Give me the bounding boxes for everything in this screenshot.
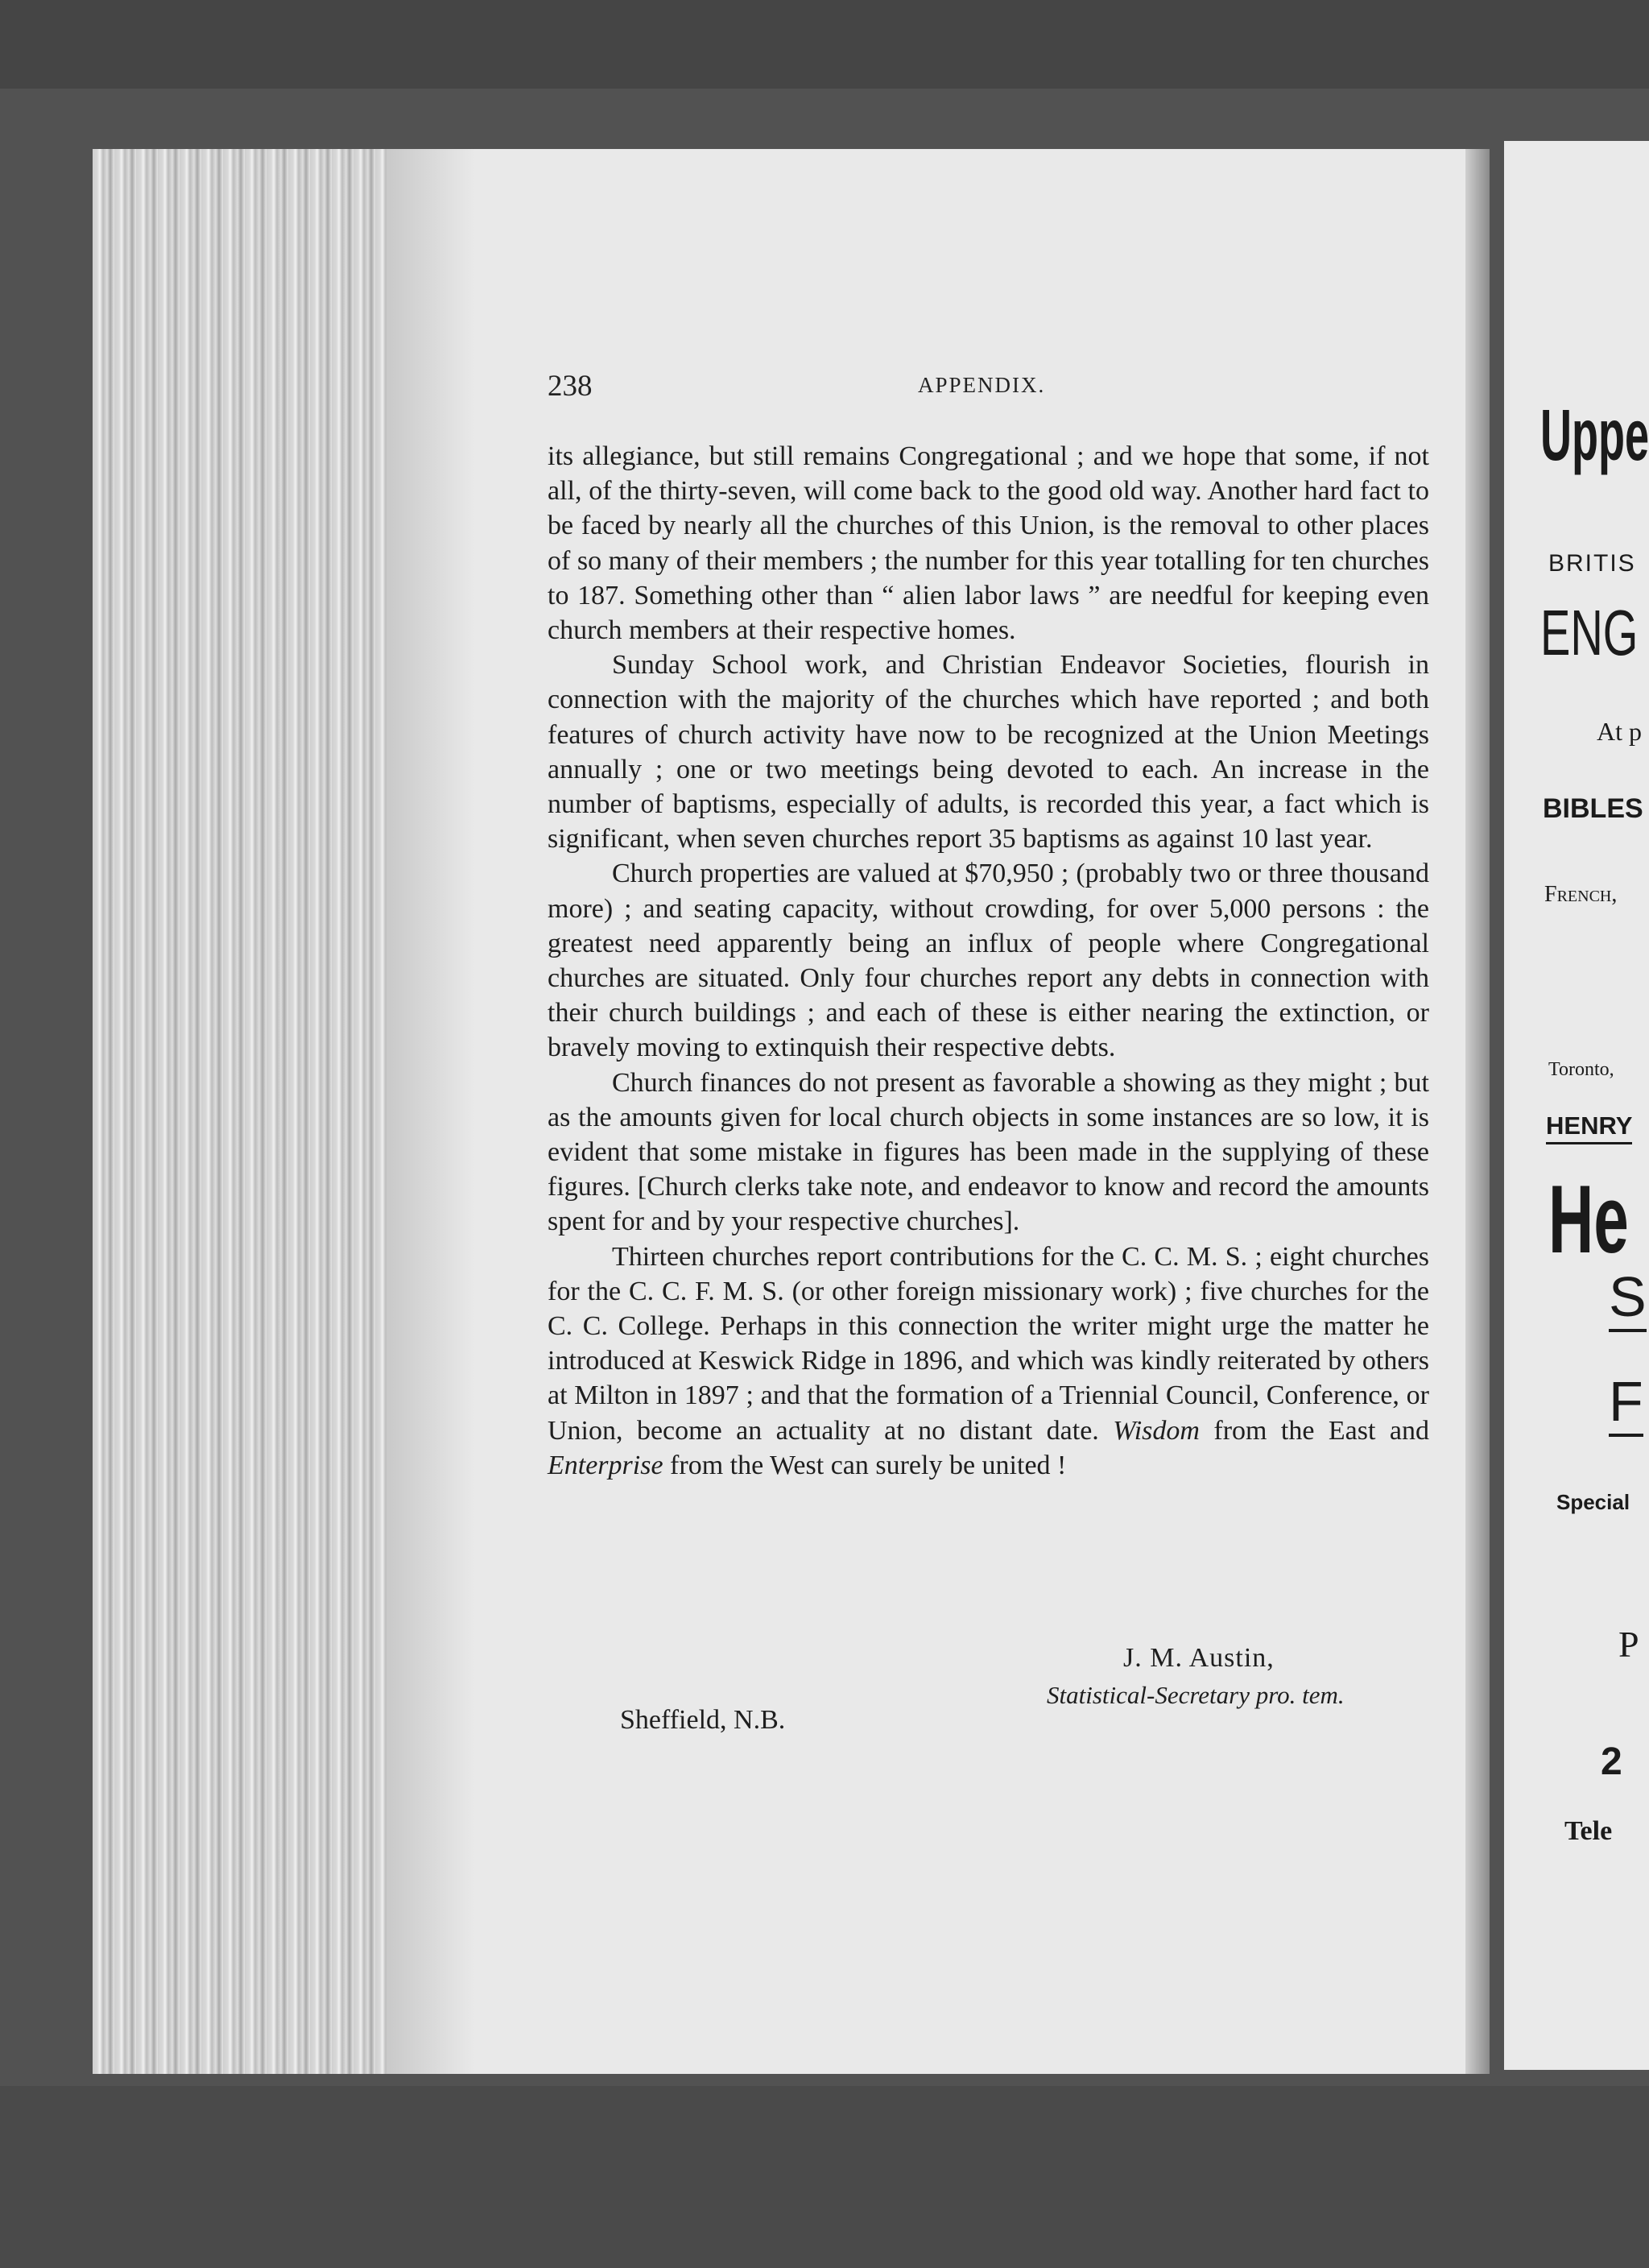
right-page-line-7: Toronto,	[1548, 1059, 1614, 1080]
page-edges	[93, 149, 386, 2074]
right-page-fragment	[1504, 141, 1649, 2070]
paragraph-5-tail-1: from the East and	[1199, 1415, 1429, 1446]
book-spine-shadow	[1465, 149, 1490, 2074]
right-page-line-15: Tele	[1564, 1816, 1613, 1846]
right-page-line-8: HENRY	[1546, 1111, 1632, 1144]
page-header	[548, 369, 1429, 409]
signature-name: J. M. Austin,	[1123, 1643, 1275, 1673]
page-edge-shadow	[386, 149, 475, 2074]
right-page-line-13: P	[1618, 1624, 1639, 1665]
paragraph-5-italic-wisdom: Wisdom	[1113, 1415, 1200, 1446]
page-number: 238	[548, 370, 593, 403]
right-page-line-9: He	[1548, 1165, 1629, 1273]
right-page-line-3: ENG	[1540, 597, 1639, 668]
signature-title: Statistical-Secretary pro. tem.	[1047, 1681, 1345, 1709]
paragraph-5-tail-2: from the West can surely be united !	[663, 1450, 1067, 1480]
running-head: APPENDIX.	[918, 373, 1046, 397]
scan-top-band	[0, 0, 1649, 89]
paragraph-1: its allegiance, but still remains Congregational ; and we hope that some, if not all, of the thirty-seven, will come back to the good old way. Another hard fact to be faced by nearly all the churches of this Union, is the removal to other places of so many of their members ; the number for this year totalling for ten churches to 187. Something other than “ alien labor laws ” are needful for keeping even church members at their respective homes.	[548, 441, 1429, 646]
paragraph-5-italic-enterprise: Enterprise	[548, 1450, 663, 1480]
paragraph-5-text: Thirteen churches report contributions for the C. C. M. S. ; eight churches for the C. C. F. M. S. (or other foreign missionary work) ; five churches for the C. C. College. Perhaps in this connection the writer might urge the matter he introduced at Keswick Ridge in 1896, and which was kindly reiterated by others at Milton in 1897 ; and that the formation of a Triennial Council, Conference, or Union, become an actuality at no distant date.	[548, 1241, 1429, 1446]
right-page-heading: Uppe	[1540, 395, 1649, 476]
paragraph-3: Church properties are valued at $70,950 ; (probably two or three thousand more) ; and seating capacity, without crowding, for over 5,000 persons : the greatest need apparently being an influx of people where Congregational churches are situated. Only four churches report any debts in connection with their church buildings ; and each of these is either nearing the extinction, or bravely moving to extinquish their respective debts.	[548, 859, 1429, 1063]
place-line: Sheffield, N.B.	[620, 1705, 786, 1735]
scan-bottom-band	[0, 2086, 1649, 2268]
right-page-line-10: S	[1609, 1264, 1647, 1332]
paragraph-5	[548, 1240, 1429, 1483]
right-page-line-11: F	[1609, 1369, 1643, 1437]
right-page-line-4: At p	[1597, 717, 1642, 746]
paragraph-4: Church finances do not present as favorable a showing as they might ; but as the amounts given for local church objects in some instances are so low, it is evident that some mistake in figures has been made in the supplying of these figures. [Church clerks take note, and endeavor to know and record the amounts spent for and by your respective churches].	[548, 1067, 1429, 1237]
right-page-line-12: Special	[1556, 1490, 1630, 1514]
right-page-line-14: 2	[1601, 1740, 1622, 1783]
paragraph-2: Sunday School work, and Christian Endeavor Societies, flourish in connection with the majority of the churches which have reported ; and both features of church activity have now to be recognized at the Union Meetings annually ; one or two meetings being devoted to each. An increase in the number of baptisms, especially of adults, is recorded this year, a fact which is significant, when seven churches report 35 baptisms as against 10 last year.	[548, 650, 1429, 855]
right-page-line-2: BRITIS	[1548, 550, 1636, 577]
body-text	[548, 439, 1429, 1483]
right-page-line-5: BIBLES	[1543, 793, 1643, 824]
right-page-line-6: French,	[1544, 882, 1618, 907]
